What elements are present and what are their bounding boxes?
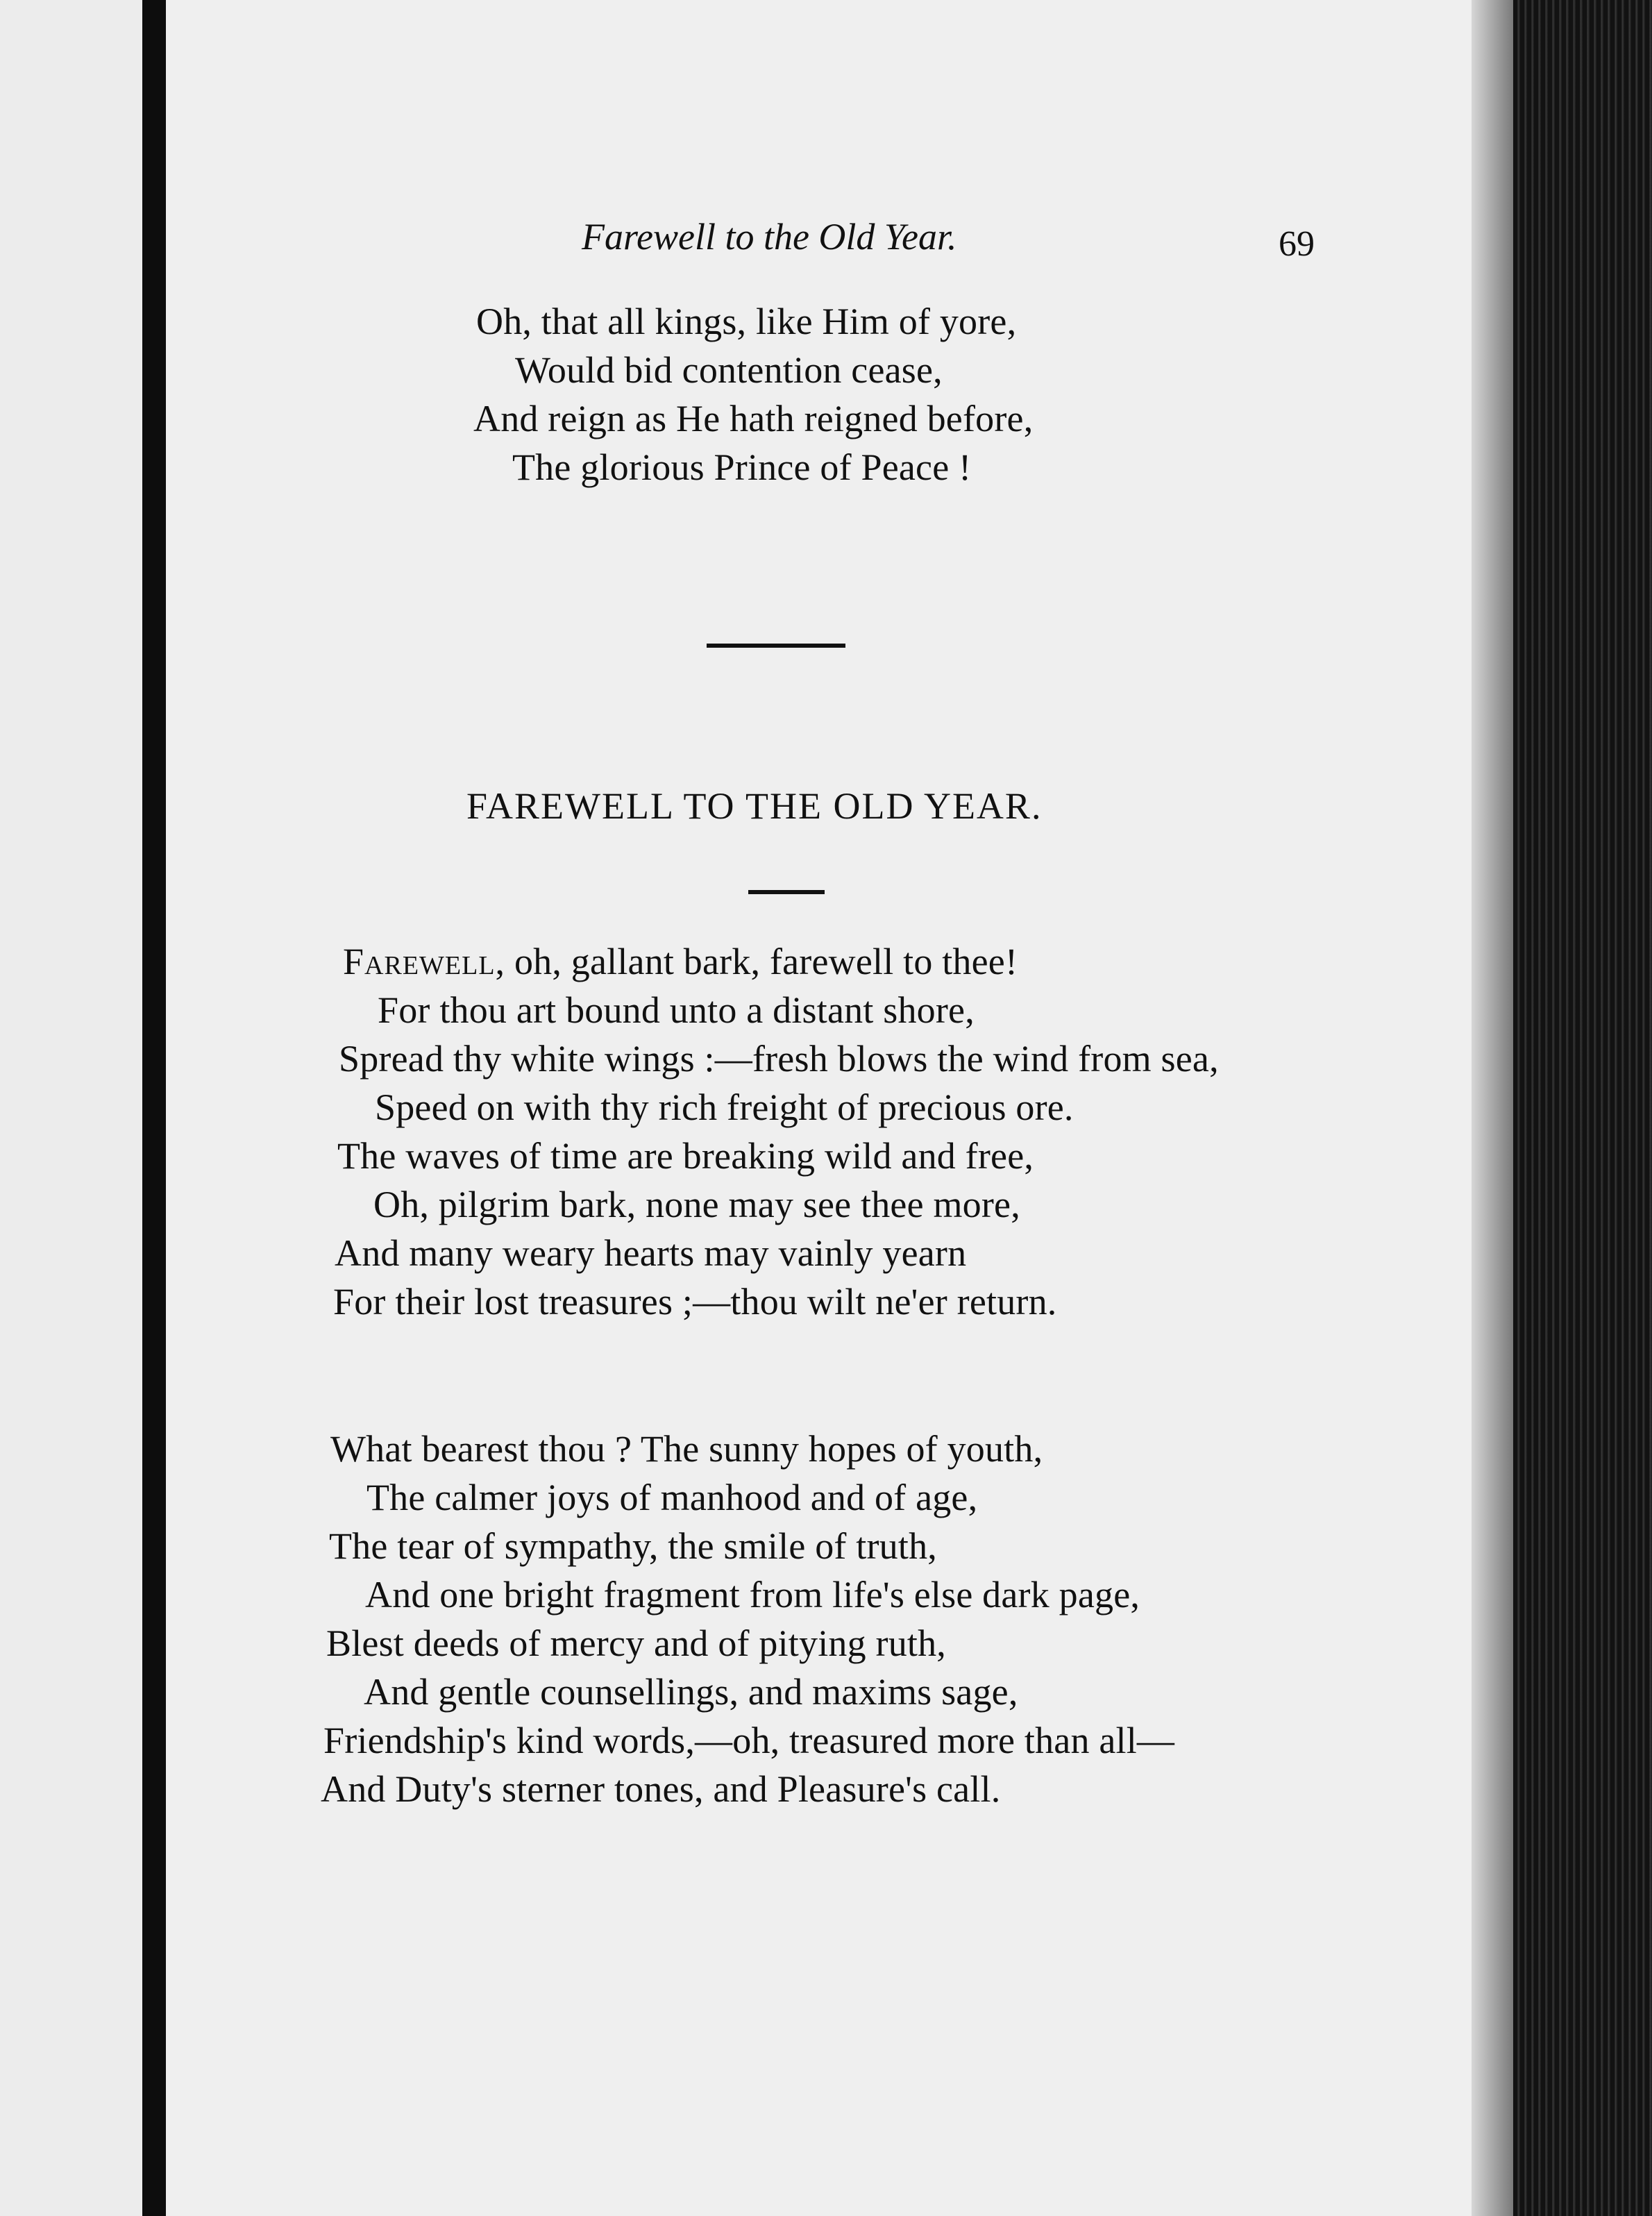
poem-line: What bearest thou ? The sunny hopes of youth, [330, 1428, 1043, 1470]
poem-line: Oh, pilgrim bark, none may see thee more, [373, 1184, 1020, 1225]
left-page-gutter [142, 0, 166, 2216]
title-rule [748, 890, 825, 894]
poem-line: Blest deeds of mercy and of pitying ruth, [326, 1622, 947, 1664]
poem-line: Friendship's kind words,—oh, treasured more than all— [323, 1720, 1175, 1761]
poem-line: For thou art bound unto a distant shore, [378, 989, 975, 1031]
poem-line: The tear of sympathy, the smile of truth, [329, 1525, 937, 1567]
previous-poem-line: Would bid contention cease, [515, 349, 943, 391]
book-edge [1513, 0, 1652, 2216]
poem-line: The waves of time are breaking wild and free, [337, 1135, 1034, 1177]
poem-line: The calmer joys of manhood and of age, [366, 1477, 978, 1518]
poem-line: Spread thy white wings :—fresh blows the wind from sea, [339, 1038, 1219, 1080]
page-number: 69 [1279, 224, 1315, 264]
poem-line: And Duty's sterner tones, and Pleasure's call. [321, 1768, 1001, 1810]
previous-poem-line: Oh, that all kings, like Him of yore, [476, 301, 1017, 342]
running-title: Farewell to the Old Year. [582, 216, 957, 258]
poem-line [343, 940, 1018, 983]
section-divider [707, 644, 845, 648]
previous-poem-line: The glorious Prince of Peace ! [512, 446, 972, 488]
poem-line: And many weary hearts may vainly yearn [335, 1232, 967, 1274]
left-page [0, 0, 149, 2216]
poem-line: And gentle counsellings, and maxims sage, [364, 1671, 1018, 1713]
previous-poem-line: And reign as He hath reigned before, [473, 398, 1034, 439]
poem-first-line-rest: , oh, gallant bark, farewell to thee! [495, 941, 1018, 982]
page-edge-shade [1472, 0, 1513, 2216]
poem-line: For their lost treasures ;—thou wilt ne'er return. [333, 1281, 1057, 1323]
poem-line: Speed on with thy rich freight of precious ore. [375, 1086, 1074, 1128]
poem-title: FAREWELL TO THE OLD YEAR. [466, 785, 1043, 827]
poem-line: And one bright fragment from life's else dark page, [365, 1574, 1140, 1615]
poem-first-word: Farewell [343, 941, 496, 982]
